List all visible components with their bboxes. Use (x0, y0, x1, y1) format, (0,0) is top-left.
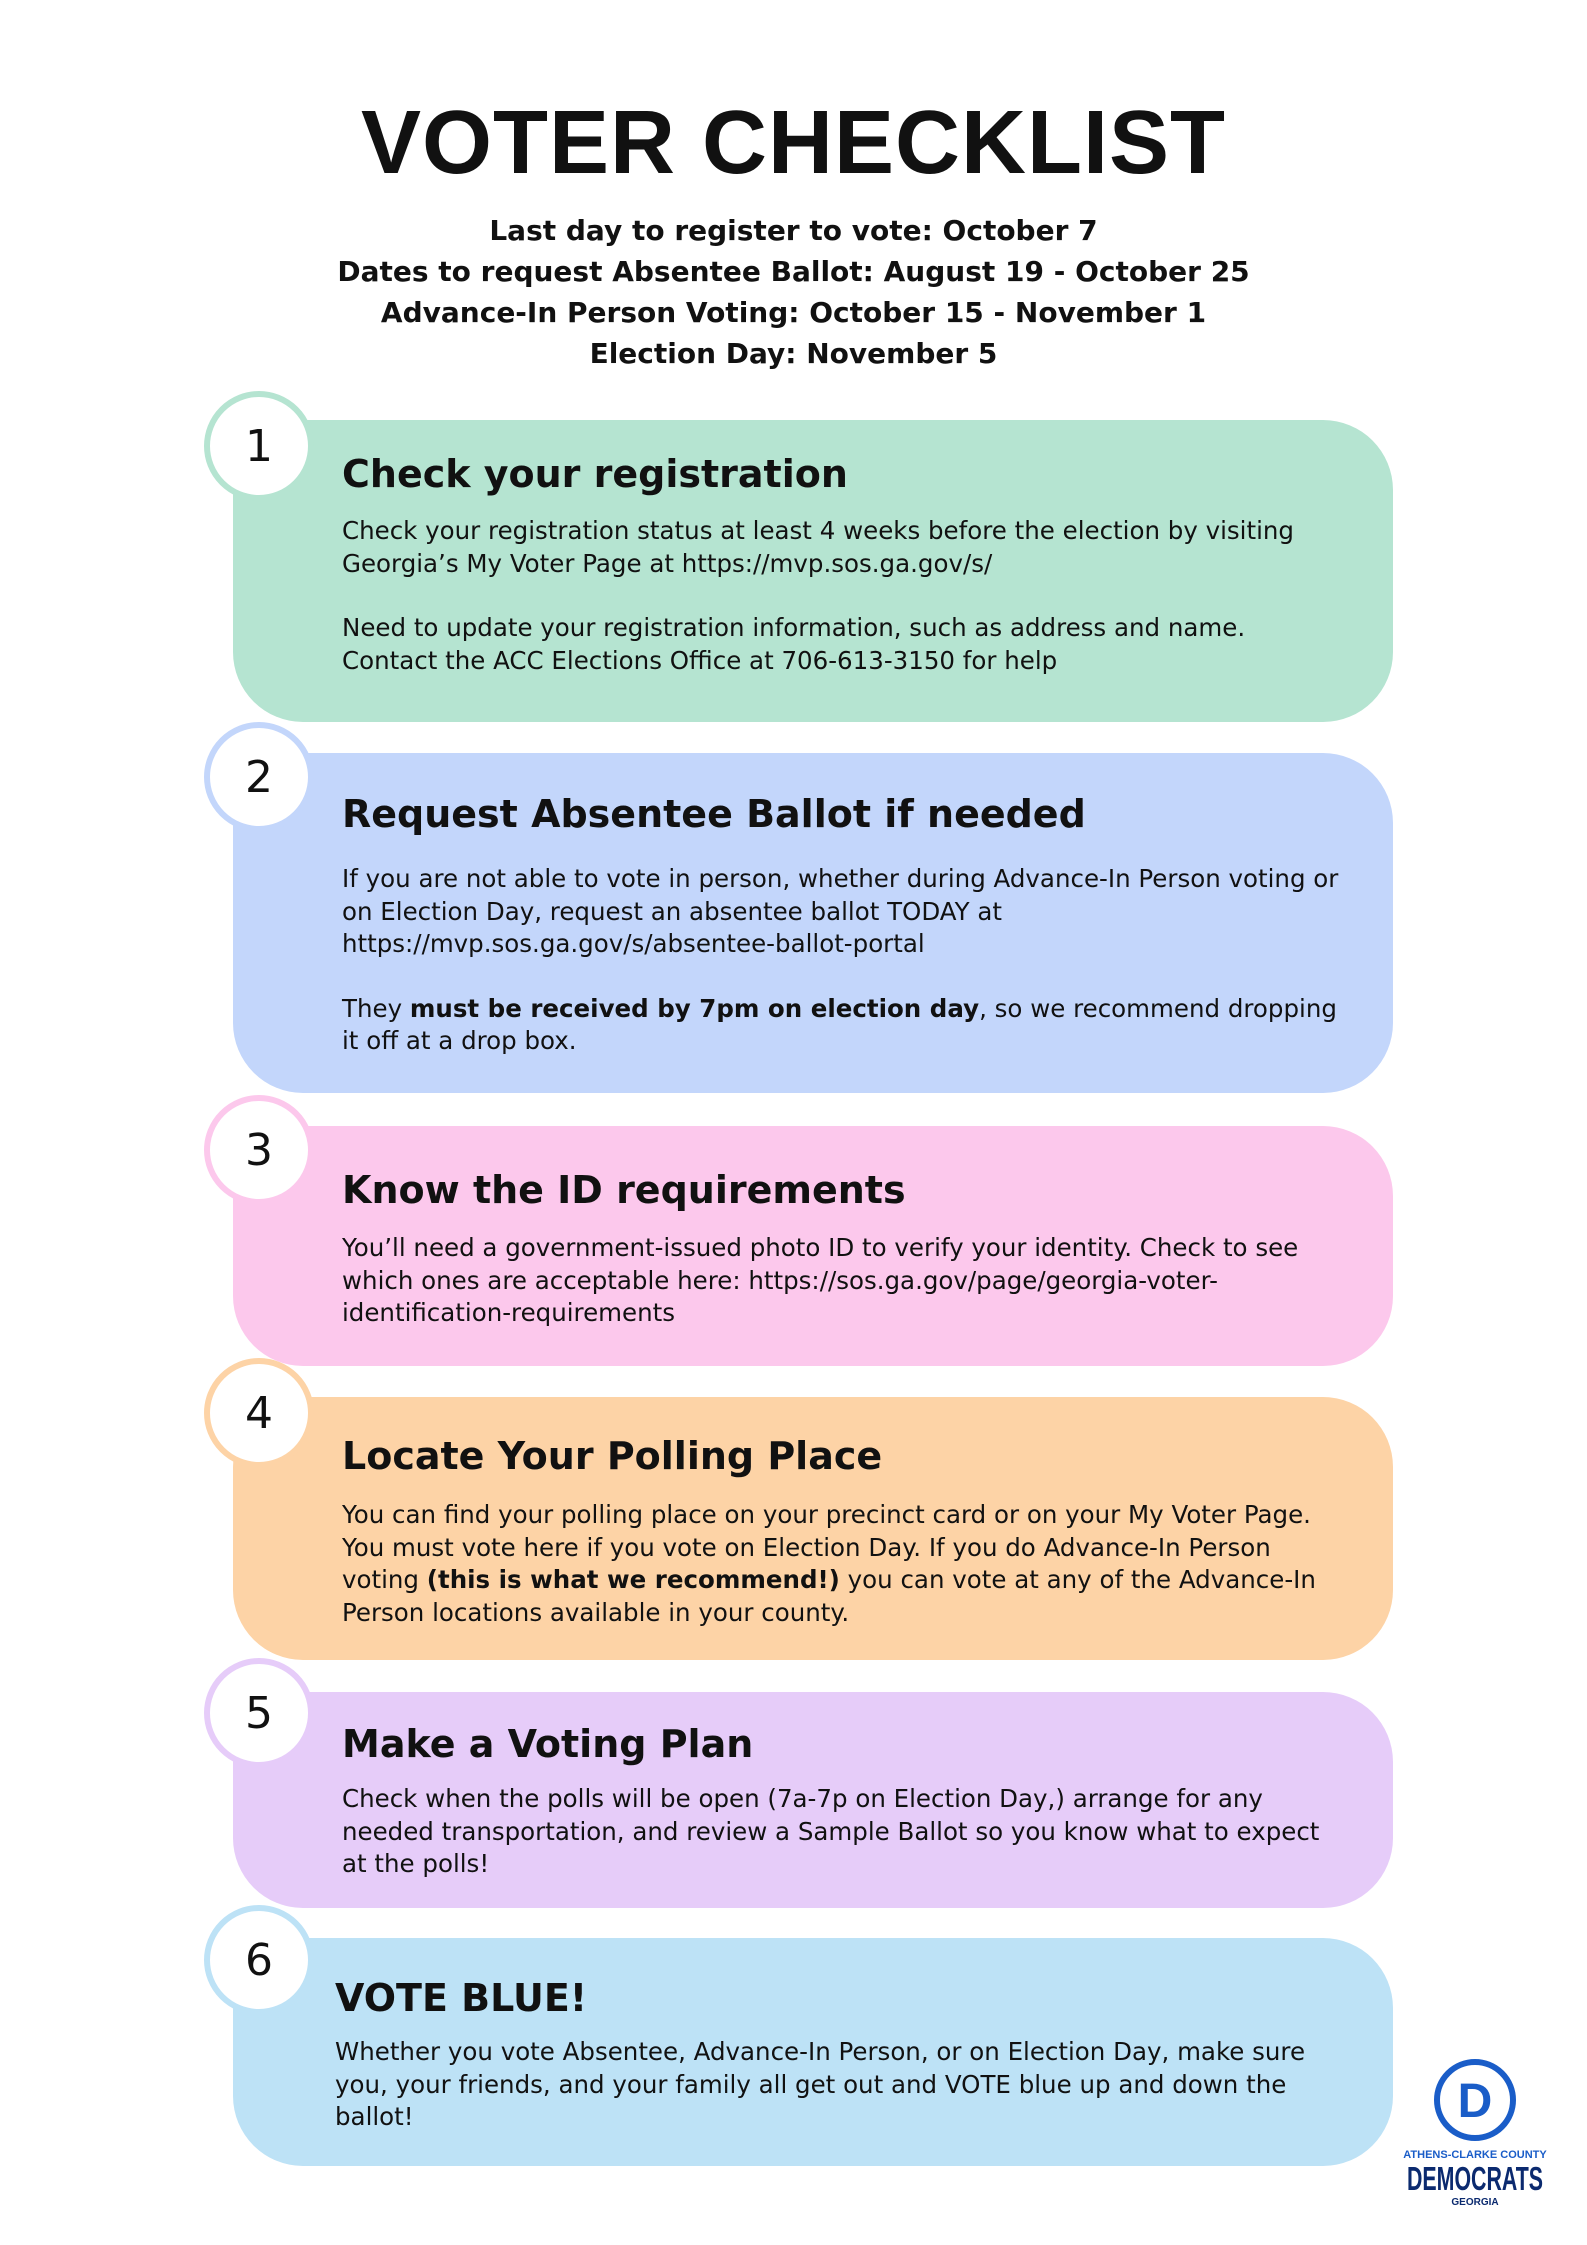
date-line-advance: Advance-In Person Voting: October 15 - November 1 (380, 296, 1207, 329)
step-number-1: 1 (204, 391, 314, 501)
step-number-5: 5 (204, 1658, 314, 1768)
step-number-2: 2 (204, 722, 314, 832)
step-title-5: Make a Voting Plan (342, 1722, 754, 1766)
step-body-6 (335, 2036, 1335, 2134)
date-line-election-day: Election Day: November 5 (589, 337, 998, 370)
key-dates (0, 210, 1587, 374)
step-title-1: Check your registration (342, 452, 848, 496)
date-line-register: Last day to register to vote: October 7 (489, 214, 1098, 247)
svg-text:D: D (1457, 2075, 1493, 2128)
democrats-logo-icon (1400, 2040, 1550, 2230)
step-3-paragraph-1: You’ll need a government-issued photo ID to verify your identity. Check to see which ones are acceptable here: https://sos.ga.gov/page/georgia-voter-identification-requirements (342, 1233, 1299, 1327)
page-title: VOTER CHECKLIST (360, 93, 1227, 193)
step-title-3: Know the ID requirements (342, 1168, 906, 1212)
step-5-paragraph-1: Check when the polls will be open (7a-7p on Election Day,) arrange for any needed transportation, and review a Sample Ballot so you know what to expect at the polls! (342, 1784, 1320, 1878)
svg-text:GEORGIA: GEORGIA (1451, 2197, 1499, 2208)
svg-text:ATHENS-CLARKE COUNTY: ATHENS-CLARKE COUNTY (1403, 2149, 1547, 2161)
step-1-paragraph-1: Check your registration status at least 4 weeks before the election by visiting Georgia’s My Voter Page at https://mvp.sos.ga.gov/s/ (342, 516, 1294, 578)
step-body-4 (342, 1499, 1342, 1629)
step-2-paragraph-2: They must be received by 7pm on election day, so we recommend dropping it off at a drop box. (342, 993, 1337, 1055)
step-number-6: 6 (204, 1905, 314, 2015)
date-line-absentee: Dates to request Absentee Ballot: August 19 - October 25 (337, 255, 1250, 288)
acc-democrats-logo (1400, 2040, 1550, 2230)
step-number-4: 4 (204, 1358, 314, 1468)
step-body-2 (342, 863, 1342, 1058)
svg-text:DEMOCRATS: DEMOCRATS (1407, 2160, 1543, 2197)
step-title-2: Request Absentee Ballot if needed (342, 792, 1086, 836)
step-body-5 (342, 1783, 1342, 1881)
step-4-paragraph-1: You can find your polling place on your precinct card or on your My Voter Page. You must vote here if you vote on Election Day. If you do Advance-In Person voting (this is what we recommend!) you can vote at any of the Advance-In Person locations available in your county. (342, 1500, 1316, 1627)
step-body-3 (342, 1232, 1342, 1330)
step-2-paragraph-1: If you are not able to vote in person, whether during Advance-In Person voting or on Election Day, request an absentee ballot TODAY at https://mvp.sos.ga.gov/s/absentee-ballot-portal (342, 864, 1339, 958)
step-6-paragraph-1: Whether you vote Absentee, Advance-In Person, or on Election Day, make sure you, your friends, and your family all get out and VOTE blue up and down the ballot! (335, 2037, 1306, 2131)
step-number-3: 3 (204, 1095, 314, 1205)
step-1-paragraph-2: Need to update your registration information, such as address and name. Contact the ACC Elections Office at 706-613-3150 for help (342, 613, 1246, 675)
step-title-6: VOTE BLUE! (335, 1976, 588, 2020)
step-title-4: Locate Your Polling Place (342, 1434, 883, 1478)
step-body-1 (342, 515, 1342, 677)
